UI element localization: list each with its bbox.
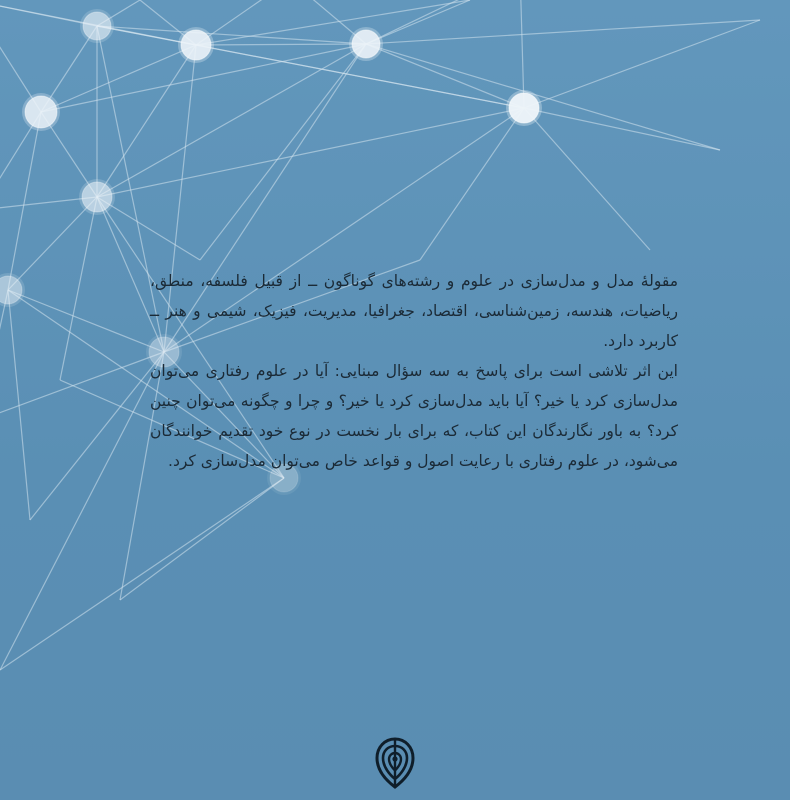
network-edge [366,20,760,44]
network-edge [366,0,520,44]
network-edge [0,352,164,670]
network-edge [0,478,284,670]
network-edge [196,44,366,45]
network-edge [120,478,284,600]
network-edge [97,45,196,197]
network-node [509,93,539,123]
blurb-paragraph-1: مقولهٔ مدل و مدل‌سازی در علوم و رشته‌های گوناگون ــ از قبیل فلسفه، منطق، ریاضیات، هندسه، زمین‌شناسی، اقتصاد، جغرافیا، مدیریت، فیزیک، شیمی و هنر ــ کاربرد دارد. [150,272,678,350]
network-edge [420,108,524,260]
network-edge [524,20,760,108]
network-node [181,30,211,60]
network-edge [0,352,164,420]
back-cover-blurb [150,266,678,476]
network-edge [8,197,97,290]
network-node [25,96,57,128]
network-edge [366,44,524,108]
network-edge [196,0,470,45]
blurb-paragraph-2: این اثر تلاشی است برای پاسخ به سه سؤال مبنایی: آیا در علوم رفتاری می‌توان مدل‌سازی کرد یا خیر؟ آیا باید مدل‌سازی کرد یا خیر؟ و چرا و چگونه می‌توان چنین کرد؟ به باور نگارندگان این کتاب، که برای بار نخست در نوع خود تقدیم خوانندگان می‌شود، در علوم رفتاری با رعایت اصول و قواعد خاص می‌توان مدل‌سازی کرد. [150,362,678,470]
network-edge [97,197,200,260]
network-edge [0,290,8,420]
network-edge [524,108,650,250]
network-edge [97,26,366,44]
network-edge [524,108,720,150]
network-edge [97,108,524,197]
network-edge [97,44,366,197]
network-node [83,12,111,40]
network-edge [8,290,30,520]
network-edge [366,44,720,150]
network-node [82,182,112,212]
network-edge [41,45,196,112]
network-edge [200,44,366,260]
network-edge [60,197,97,380]
network-node [352,30,380,58]
publisher-logo-icon [373,737,417,789]
